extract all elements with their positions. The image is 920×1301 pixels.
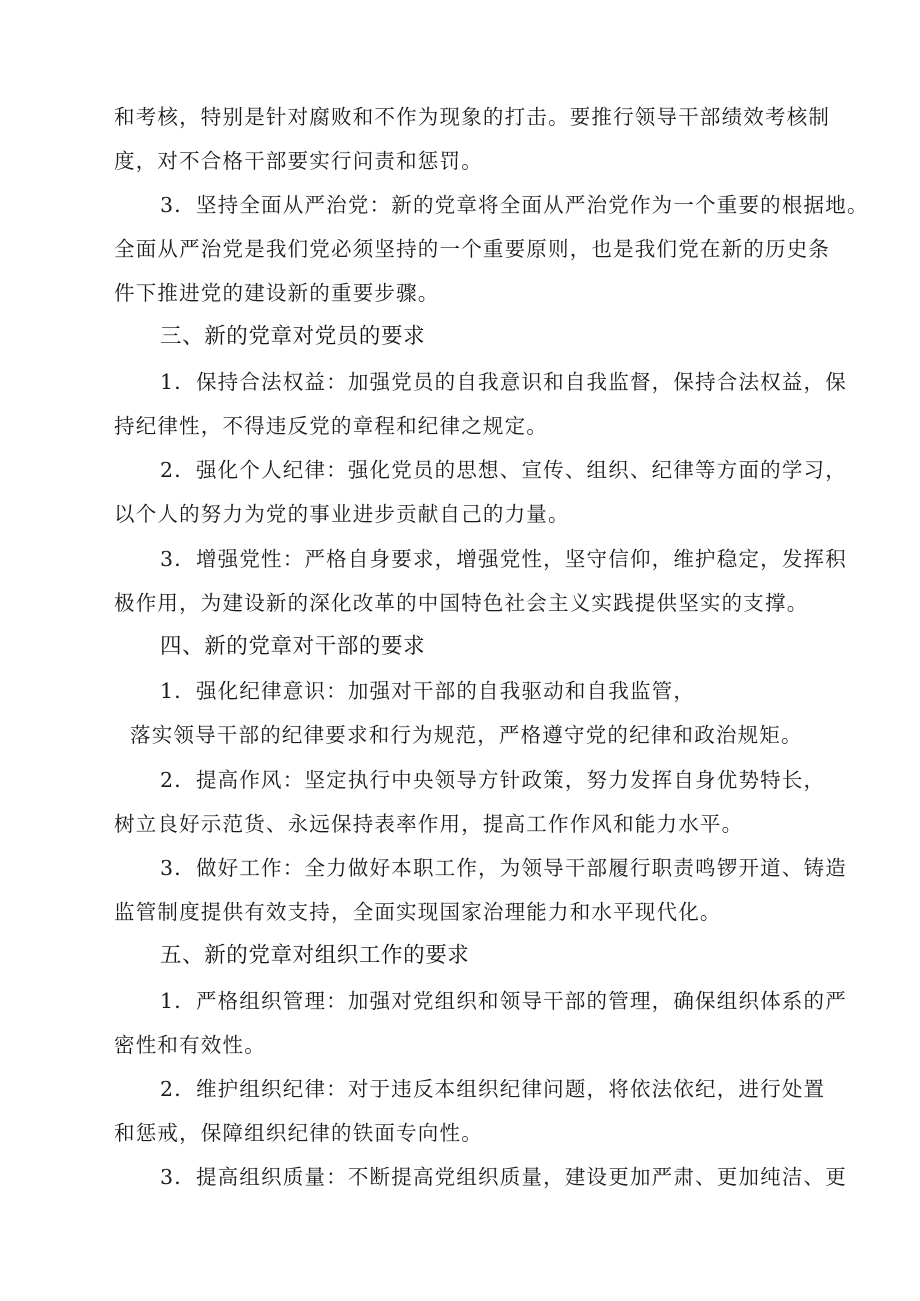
text-line: 1．严格组织管理：加强对党组织和领导干部的管理，确保组织体系的严 — [160, 989, 847, 1013]
text-line: 度，对不合格干部要实行问责和惩罚。 — [114, 149, 483, 173]
section-heading: 五、新的党章对组织工作的要求 — [160, 943, 470, 968]
text-line: 2．强化个人纪律：强化党员的思想、宣传、组织、纪律等方面的学习， — [160, 458, 847, 482]
text-line: 全面从严治党是我们党必须坚持的一个重要原则，也是我们党在新的历史条 — [114, 237, 831, 261]
text-line: 和惩戒，保障组织纪律的铁面专向性。 — [114, 1121, 483, 1145]
text-line: 树立良好示范货、永远保持表率作用，提高工作作风和能力水平。 — [114, 812, 744, 836]
text-line: 1．保持合法权益：加强党员的自我意识和自我监督，保持合法权益，保 — [160, 370, 847, 394]
text-line: 3．坚持全面从严治党：新的党章将全面从严治党作为一个重要的根据地。 — [160, 193, 869, 217]
text-line: 3．提高组织质量：不断提高党组织质量，建设更加严肃、更加纯洁、更 — [160, 1165, 847, 1189]
text-line: 件下推进党的建设新的重要步骤。 — [114, 281, 440, 305]
section-heading: 四、新的党章对干部的要求 — [160, 634, 426, 659]
text-line: 3．做好工作：全力做好本职工作，为领导干部履行职责鸣锣开道、铸造 — [160, 856, 847, 880]
text-line: 和考核，特别是针对腐败和不作为现象的打击。要推行领导干部绩效考核制 — [114, 105, 831, 129]
text-line: 1．强化纪律意识：加强对干部的自我驱动和自我监管， — [160, 679, 696, 703]
text-line: 以个人的努力为党的事业进步贡献自己的力量。 — [114, 502, 570, 526]
text-line: 3．增强党性：严格自身要求，增强党性，坚守信仰，维护稳定，发挥积 — [160, 547, 847, 571]
section-heading: 三、新的党章对党员的要求 — [160, 324, 426, 349]
text-line: 持纪律性，不得违反党的章程和纪律之规定。 — [114, 414, 548, 438]
text-line: 监管制度提供有效支持，全面实现国家治理能力和水平现代化。 — [114, 900, 722, 924]
text-line: 密性和有效性。 — [114, 1033, 266, 1057]
text-line: 2．维护组织纪律：对于违反本组织纪律问题，将依法依纪，进行处置 — [160, 1077, 826, 1101]
text-line: 极作用，为建设新的深化改革的中国特色社会主义实践提供坚实的支撑。 — [114, 591, 809, 615]
text-line: 2．提高作风：坚定执行中央领导方针政策，努力发挥自身优势特长， — [160, 768, 826, 792]
text-line: 落实领导干部的纪律要求和行为规范，严格遵守党的纪律和政治规矩。 — [130, 723, 803, 747]
